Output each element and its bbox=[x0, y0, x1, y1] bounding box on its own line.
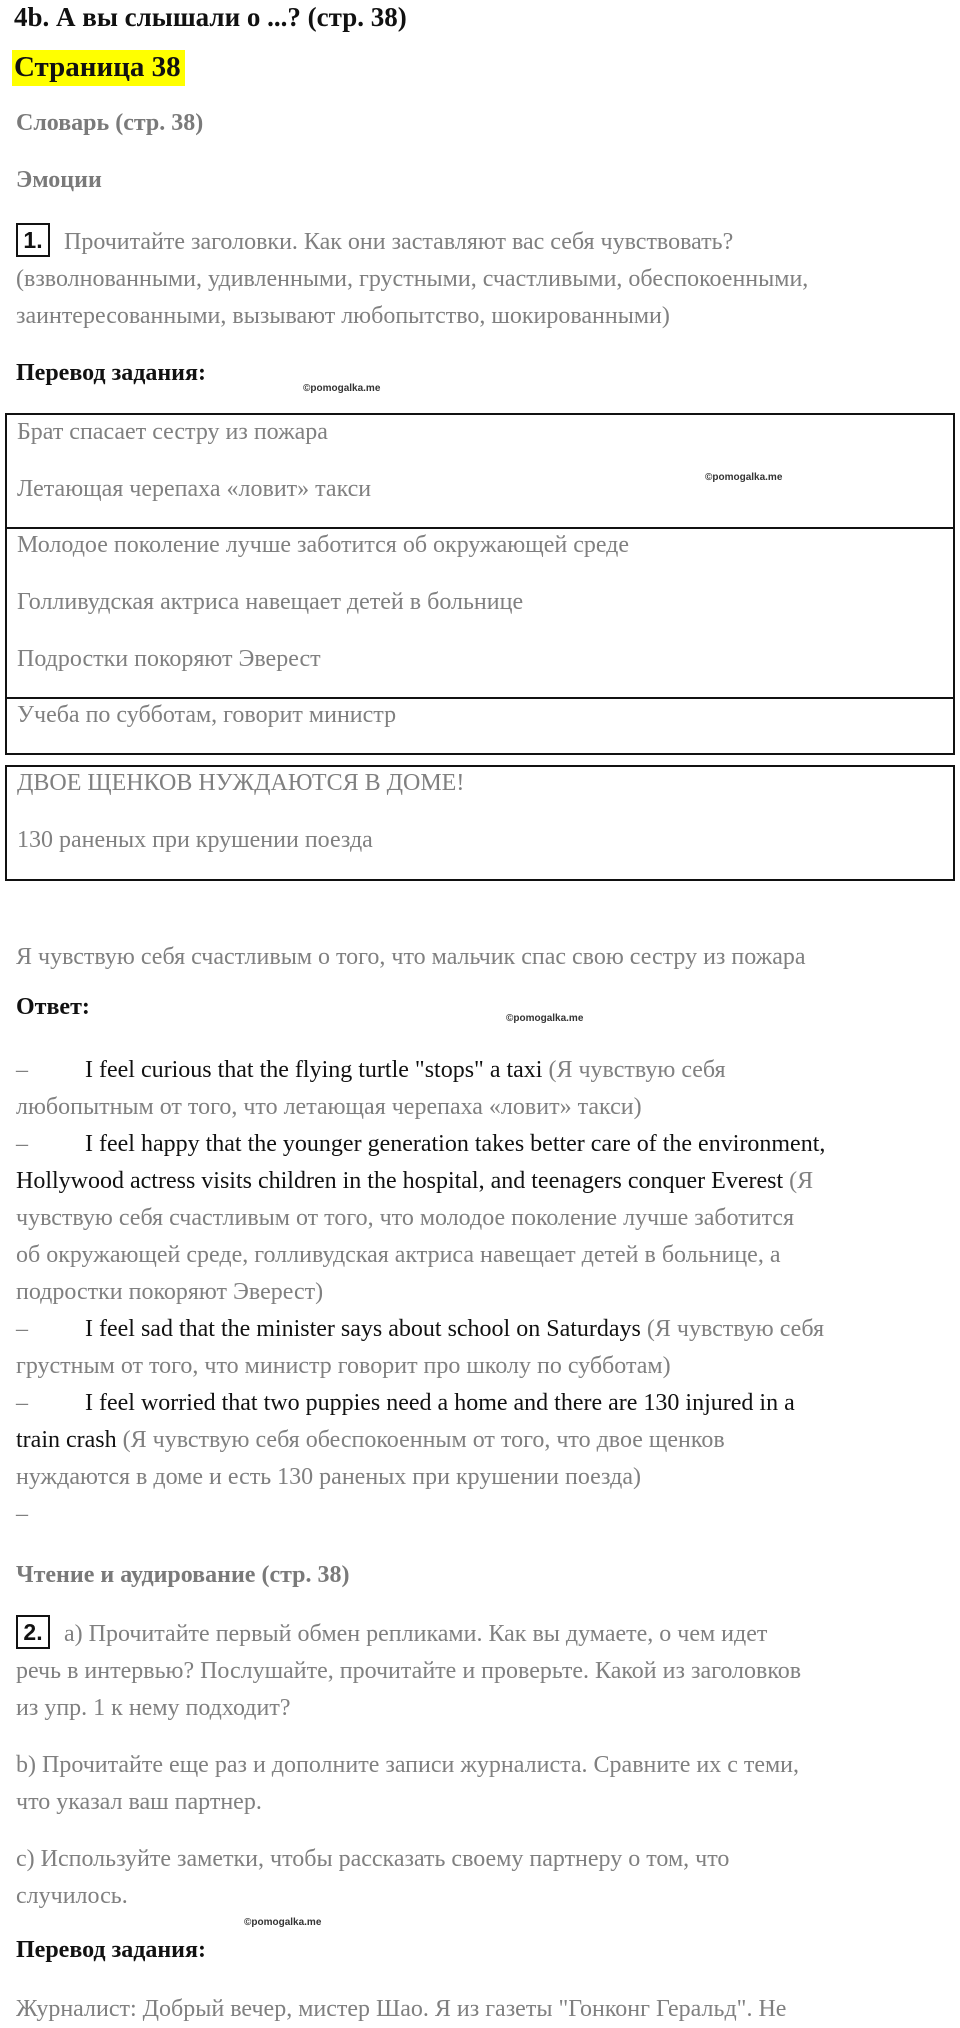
task2-journalist-line: Журналист: Добрый вечер, мистер Шао. Я из газеты "Гонконг Геральд". Не bbox=[16, 1996, 787, 2022]
task1-line-1: Прочитайте заголовки. Как они заставляют вас себя чувствовать? bbox=[64, 229, 734, 255]
headlines-group-1 bbox=[7, 415, 953, 529]
answers-block: – I feel curious that the flying turtle "stops" a taxi (Я чувствую себя любопытным от того, что летающая черепаха «ловит» такси) – I feel happy that the younger generation takes better care of the environment, Hollywood actress visits children in the hospital, and teenagers conquer Everest (Я чувствую себя счастливым от того, что молодое поколение лучше заботится об окружающей среде, голливудская актриса навещает детей в больнице, а подростки покоряют Эверест) – I feel sad that the minister says about school on Saturdays (Я чувствую себя грустным от того, что министр говорит про школу по субботам) – I feel worried that two puppies need a home and there are 130 injured in a train crash (Я чувствую себя обеспокоенным от того, что двое щенков нуждаются в доме и есть 130 раненых при крушении поезда) – bbox=[16, 1052, 946, 1533]
headline-two-puppies: ДВОЕ ЩЕНКОВ НУЖДАЮТСЯ В ДОМЕ! bbox=[17, 770, 465, 796]
section-vocab-heading: Словарь (стр. 38) bbox=[16, 110, 204, 136]
watermark: ©pomogalka.me bbox=[244, 1917, 322, 1928]
watermark: ©pomogalka.me bbox=[303, 383, 381, 394]
task1-number-badge: 1. bbox=[16, 223, 50, 257]
task1-line-2: (взволнованными, удивленными, грустными, счастливыми, обеспокоенными, bbox=[16, 266, 809, 292]
headline-teenagers-everest: Подростки покоряют Эверест bbox=[17, 646, 321, 672]
headline-hollywood-actress: Голливудская актриса навещает детей в больнице bbox=[17, 589, 524, 615]
task1-translation-heading: Перевод задания: bbox=[16, 360, 206, 386]
task2-part-a: 2. a) Прочитайте первый обмен репликами. Как вы думаете, о чем идет речь в интервью? Послушайте, прочитайте и проверьте. Какой из заголовков из упр. 1 к нему подходит? bbox=[16, 1616, 946, 1727]
dash: – bbox=[16, 1057, 28, 1083]
watermark: ©pomogalka.me bbox=[705, 472, 783, 483]
headline-train-crash: 130 раненых при крушении поезда bbox=[17, 827, 373, 853]
dash: – bbox=[16, 1131, 28, 1157]
page-label-highlight: Страница 38 bbox=[12, 50, 185, 86]
headlines-box-2 bbox=[5, 765, 955, 881]
section-emotions-heading: Эмоции bbox=[16, 167, 102, 193]
task1-example: Я чувствую себя счастливым о того, что мальчик спас свою сестру из пожара bbox=[16, 944, 806, 970]
headline-school-saturdays: Учеба по субботам, говорит министр bbox=[17, 702, 397, 728]
dash: – bbox=[16, 1390, 28, 1416]
page-heading: 4b. А вы слышали о ...? (стр. 38) bbox=[14, 2, 407, 32]
watermark: ©pomogalka.me bbox=[506, 1013, 584, 1024]
answer-item-2: – I feel happy that the younger generation takes better care of the environment, bbox=[16, 1131, 826, 1157]
trailing-dash: – bbox=[16, 1501, 28, 1527]
section-reading-heading: Чтение и аудирование (стр. 38) bbox=[16, 1562, 350, 1588]
answer-item-1: – I feel curious that the flying turtle "stops" a taxi (Я чувствую себя bbox=[16, 1057, 726, 1083]
task1-instructions bbox=[16, 224, 946, 335]
answer-heading: Ответ: bbox=[16, 994, 90, 1020]
answer-item-4: – I feel worried that two puppies need a home and there are 130 injured in a bbox=[16, 1390, 795, 1416]
task2-part-c: c) Используйте заметки, чтобы рассказать своему партнеру о том, что случилось. bbox=[16, 1846, 730, 1909]
headline-young-generation: Молодое поколение лучше заботится об окружающей среде bbox=[17, 532, 630, 558]
headlines-group-2 bbox=[7, 529, 953, 699]
task2-number-badge: 2. bbox=[16, 1615, 50, 1649]
headline-flying-turtle: Летающая черепаха «ловит» такси bbox=[17, 476, 372, 502]
headlines-group-3 bbox=[7, 699, 953, 755]
task1-line-3: заинтересованными, вызывают любопытство, шокированными) bbox=[16, 303, 670, 329]
task2-translation-heading: Перевод задания: bbox=[16, 1937, 206, 1963]
headline-brother-saves-sister: Брат спасает сестру из пожара bbox=[17, 419, 328, 445]
answer-item-3: – I feel sad that the minister says about school on Saturdays (Я чувствую себя bbox=[16, 1316, 824, 1342]
headlines-box-1 bbox=[5, 413, 955, 755]
task2-part-b: b) Прочитайте еще раз и дополните записи журналиста. Сравните их с теми, что указал ваш партнер. bbox=[16, 1752, 800, 1815]
dash: – bbox=[16, 1316, 28, 1342]
